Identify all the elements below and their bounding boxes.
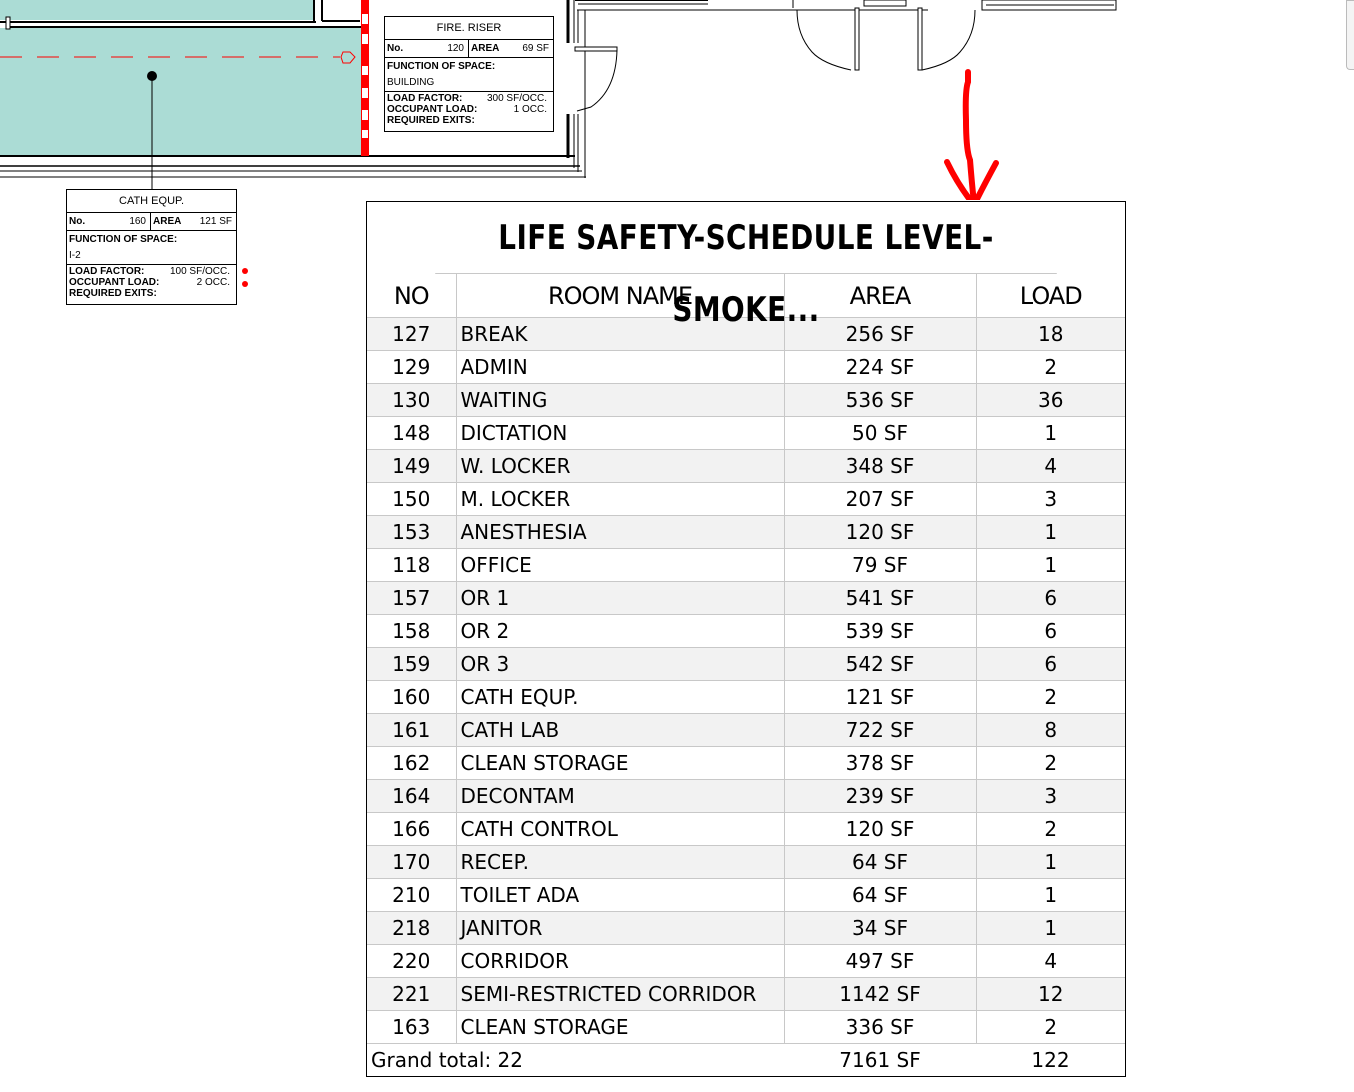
cell-no: 149	[367, 450, 456, 483]
schedule-row[interactable]	[367, 813, 1125, 846]
schedule-title: LIFE SAFETY-SCHEDULE LEVEL-SMOKE...	[435, 202, 1057, 274]
cell-no: 129	[367, 351, 456, 384]
cell-load: 1	[976, 417, 1125, 450]
cell-room-name: CLEAN STORAGE	[456, 747, 784, 780]
tag-room-name: FIRE. RISER	[385, 17, 553, 40]
cell-no: 160	[367, 681, 456, 714]
cell-area: 378 SF	[784, 747, 976, 780]
cell-room-name: W. LOCKER	[456, 450, 784, 483]
tag-load-factor-value: 300 SF/OCC.	[486, 93, 547, 104]
cell-no: 161	[367, 714, 456, 747]
cell-load: 6	[976, 615, 1125, 648]
cell-room-name: ANESTHESIA	[456, 516, 784, 549]
cell-load: 3	[976, 780, 1125, 813]
tag-area-value: 121 SF	[199, 216, 232, 227]
cell-area: 1142 SF	[784, 978, 976, 1011]
schedule-table	[367, 274, 1125, 1076]
cell-room-name: WAITING	[456, 384, 784, 417]
cell-area: 64 SF	[784, 846, 976, 879]
tag-occupant-load-value: 2 OCC.	[196, 277, 230, 288]
tag-load-section	[67, 265, 236, 300]
cell-load: 8	[976, 714, 1125, 747]
grand-total-area: 7161 SF	[784, 1044, 976, 1077]
schedule-row[interactable]	[367, 945, 1125, 978]
schedule-row[interactable]	[367, 714, 1125, 747]
cell-area: 34 SF	[784, 912, 976, 945]
cell-area: 50 SF	[784, 417, 976, 450]
room-tag-cath-equp[interactable]	[66, 189, 237, 305]
cell-room-name: OR 3	[456, 648, 784, 681]
schedule-row[interactable]	[367, 1011, 1125, 1044]
schedule-row[interactable]	[367, 681, 1125, 714]
schedule-row[interactable]	[367, 747, 1125, 780]
cell-load: 6	[976, 582, 1125, 615]
cell-area: 539 SF	[784, 615, 976, 648]
cell-room-name: JANITOR	[456, 912, 784, 945]
cell-no: 130	[367, 384, 456, 417]
schedule-row[interactable]	[367, 615, 1125, 648]
cell-load: 4	[976, 450, 1125, 483]
grand-total-load: 122	[976, 1044, 1125, 1077]
cell-room-name: M. LOCKER	[456, 483, 784, 516]
schedule-row[interactable]	[367, 450, 1125, 483]
cell-room-name: OR 2	[456, 615, 784, 648]
schedule-row[interactable]	[367, 417, 1125, 450]
column-header-room-name[interactable]: ROOM NAME	[456, 274, 784, 318]
schedule-row[interactable]	[367, 648, 1125, 681]
cell-load: 4	[976, 945, 1125, 978]
cell-room-name: RECEP.	[456, 846, 784, 879]
cell-no: 150	[367, 483, 456, 516]
annotation-arrow	[966, 72, 974, 200]
cell-load: 1	[976, 879, 1125, 912]
cell-no: 164	[367, 780, 456, 813]
grand-total-label: Grand total: 22	[367, 1044, 784, 1077]
tag-no-label: No.	[387, 43, 404, 54]
cell-area: 722 SF	[784, 714, 976, 747]
cell-area: 542 SF	[784, 648, 976, 681]
tag-load-factor-label: LOAD FACTOR:	[387, 93, 463, 104]
cell-no: 163	[367, 1011, 456, 1044]
tag-function	[67, 231, 236, 265]
tag-function-label: FUNCTION OF SPACE:	[387, 61, 496, 72]
cell-load: 1	[976, 912, 1125, 945]
cell-no: 221	[367, 978, 456, 1011]
tag-area-value: 69 SF	[522, 43, 549, 54]
cell-room-name: CATH CONTROL	[456, 813, 784, 846]
cell-no: 170	[367, 846, 456, 879]
tag-number-area-row	[67, 213, 236, 231]
schedule-row[interactable]	[367, 780, 1125, 813]
floor-plan-drawing	[0, 0, 1354, 200]
tag-function-value: BUILDING	[387, 77, 435, 88]
tag-number-area-row	[385, 40, 553, 58]
tag-load-factor-value: 100 SF/OCC.	[169, 266, 230, 277]
cell-area: 497 SF	[784, 945, 976, 978]
cell-load: 2	[976, 1011, 1125, 1044]
schedule-row[interactable]	[367, 912, 1125, 945]
cell-room-name: CORRIDOR	[456, 945, 784, 978]
cell-area: 120 SF	[784, 813, 976, 846]
cell-room-name: ADMIN	[456, 351, 784, 384]
cell-room-name: OFFICE	[456, 549, 784, 582]
cell-load: 2	[976, 681, 1125, 714]
tag-function	[385, 58, 553, 92]
schedule-row[interactable]	[367, 549, 1125, 582]
schedule-row[interactable]	[367, 879, 1125, 912]
cell-area: 224 SF	[784, 351, 976, 384]
cell-no: 118	[367, 549, 456, 582]
cell-area: 256 SF	[784, 318, 976, 351]
tag-required-exits-label: REQUIRED EXITS:	[387, 115, 475, 126]
cell-area: 121 SF	[784, 681, 976, 714]
cell-no: 148	[367, 417, 456, 450]
tag-load-section	[385, 92, 553, 127]
cell-room-name: TOILET ADA	[456, 879, 784, 912]
schedule-row[interactable]	[367, 384, 1125, 417]
cell-no: 162	[367, 747, 456, 780]
room-tag-fire-riser[interactable]	[384, 16, 554, 132]
schedule-row[interactable]	[367, 978, 1125, 1011]
cell-load: 12	[976, 978, 1125, 1011]
room-fill-upper	[0, 0, 314, 20]
cell-load: 2	[976, 747, 1125, 780]
grand-total-row	[367, 1044, 1125, 1077]
room-fill-cath-equp	[0, 28, 362, 156]
cell-no: 157	[367, 582, 456, 615]
column-header-load[interactable]: LOAD	[976, 274, 1125, 318]
tag-no-value: 120	[447, 43, 464, 54]
cell-room-name: BREAK	[456, 318, 784, 351]
cell-no: 220	[367, 945, 456, 978]
cell-load: 2	[976, 813, 1125, 846]
tag-area-label: AREA	[471, 43, 500, 54]
cell-no: 210	[367, 879, 456, 912]
cell-room-name: CLEAN STORAGE	[456, 1011, 784, 1044]
cell-load: 1	[976, 516, 1125, 549]
cell-no: 218	[367, 912, 456, 945]
tag-load-factor-label: LOAD FACTOR:	[69, 266, 145, 277]
cell-area: 64 SF	[784, 879, 976, 912]
tag-occupant-load-value: 1 OCC.	[513, 104, 547, 115]
schedule-row[interactable]	[367, 483, 1125, 516]
life-safety-schedule[interactable]	[366, 201, 1126, 1077]
cell-room-name: OR 1	[456, 582, 784, 615]
cell-area: 79 SF	[784, 549, 976, 582]
cell-area: 541 SF	[784, 582, 976, 615]
tag-required-exits-label: REQUIRED EXITS:	[69, 288, 157, 299]
cell-area: 336 SF	[784, 1011, 976, 1044]
tag-occupant-load-label: OCCUPANT LOAD:	[69, 277, 160, 288]
cell-room-name: DECONTAM	[456, 780, 784, 813]
tag-room-name: CATH EQUP.	[67, 190, 236, 213]
cell-no: 127	[367, 318, 456, 351]
tag-occupant-load-label: OCCUPANT LOAD:	[387, 104, 478, 115]
cell-room-name: CATH LAB	[456, 714, 784, 747]
cell-load: 3	[976, 483, 1125, 516]
cell-area: 348 SF	[784, 450, 976, 483]
cell-area: 536 SF	[784, 384, 976, 417]
column-header-no[interactable]: NO	[367, 274, 456, 318]
cell-load: 36	[976, 384, 1125, 417]
column-header-area[interactable]: AREA	[784, 274, 976, 318]
cell-load: 6	[976, 648, 1125, 681]
tag-no-value: 160	[129, 216, 146, 227]
cell-no: 166	[367, 813, 456, 846]
cell-load: 1	[976, 846, 1125, 879]
cell-no: 158	[367, 615, 456, 648]
cell-room-name: SEMI-RESTRICTED CORRIDOR	[456, 978, 784, 1011]
cell-area: 239 SF	[784, 780, 976, 813]
cell-room-name: DICTATION	[456, 417, 784, 450]
cell-area: 120 SF	[784, 516, 976, 549]
scrollbar-edge[interactable]	[1346, 0, 1354, 70]
schedule-row[interactable]	[367, 846, 1125, 879]
tag-function-value: I-2	[69, 250, 81, 261]
cell-no: 159	[367, 648, 456, 681]
cell-load: 1	[976, 549, 1125, 582]
cell-area: 207 SF	[784, 483, 976, 516]
schedule-row[interactable]	[367, 582, 1125, 615]
warning-markers	[240, 266, 252, 290]
schedule-row[interactable]	[367, 516, 1125, 549]
tag-function-label: FUNCTION OF SPACE:	[69, 234, 178, 245]
tag-no-label: No.	[69, 216, 86, 227]
cell-no: 153	[367, 516, 456, 549]
cell-load: 18	[976, 318, 1125, 351]
tag-area-label: AREA	[153, 216, 182, 227]
cell-load: 2	[976, 351, 1125, 384]
schedule-row[interactable]	[367, 351, 1125, 384]
cell-room-name: CATH EQUP.	[456, 681, 784, 714]
